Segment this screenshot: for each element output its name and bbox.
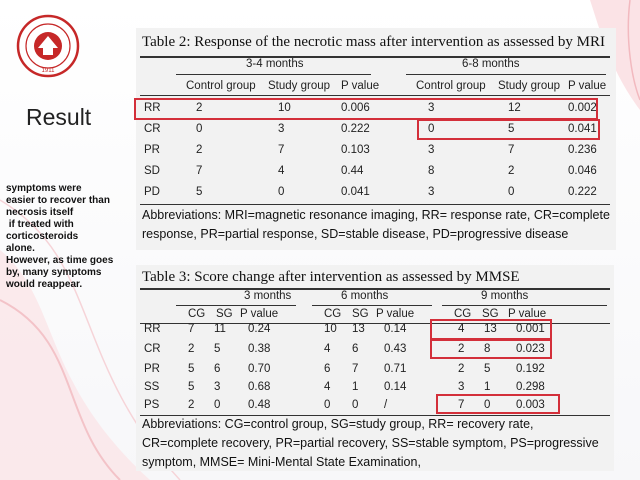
table3-cell: 0.003 xyxy=(516,399,545,411)
table2-cell: 4 xyxy=(278,165,285,177)
table2-cell: 0.103 xyxy=(341,144,370,156)
table2-cell: 3 xyxy=(278,123,285,135)
table3-cell: 0.70 xyxy=(248,363,271,375)
table2-row-label: PR xyxy=(144,144,160,156)
table3-cell: 7 xyxy=(188,323,195,335)
table2-group-3-4-months: 3-4 months xyxy=(246,58,304,70)
university-seal-logo xyxy=(16,14,80,78)
table3-cell: 7 xyxy=(458,399,465,411)
note-line: corticosteroids xyxy=(6,231,79,242)
table3-cell: 4 xyxy=(324,381,331,393)
table3-group-6-months: 6 months xyxy=(341,290,389,302)
highlight-box-cr-9m xyxy=(430,339,552,359)
table3-col-header: SG xyxy=(352,308,369,320)
table2-cell: 0.041 xyxy=(568,123,597,135)
table3-cell: 5 xyxy=(214,343,221,355)
table2-col-header: Study group xyxy=(498,80,561,92)
table3-cell: 1 xyxy=(352,381,359,393)
table2-col-header: Control group xyxy=(186,80,256,92)
table3-cell: 5 xyxy=(188,363,195,375)
table3-row-label: PR xyxy=(144,363,160,375)
table3-group-3-months: 3 months xyxy=(244,290,292,302)
note-line: necrosis itself xyxy=(6,207,74,218)
slide-title: Result xyxy=(26,104,92,130)
table3-col-header: CG xyxy=(454,308,472,320)
note-line: However, as time goes xyxy=(6,255,114,266)
table3-cell: 0 xyxy=(324,399,331,411)
note-line: easier to recover than xyxy=(6,195,110,206)
table2-top-rule xyxy=(140,56,610,58)
table3-cell: / xyxy=(384,399,388,411)
table3-row-label: PS xyxy=(144,399,160,411)
table3-cell: 0 xyxy=(352,399,359,411)
table3-cell: 0.14 xyxy=(384,381,407,393)
table3-cell: 4 xyxy=(458,323,465,335)
table3-col-header: P value xyxy=(240,308,279,320)
table3-cell: 3 xyxy=(458,381,465,393)
table2-cell: 5 xyxy=(196,186,203,198)
table3-cell: 0.001 xyxy=(516,323,545,335)
table3-cell: 0.023 xyxy=(516,343,545,355)
table3-col-header: SG xyxy=(216,308,233,320)
table2-row-label: PD xyxy=(144,186,160,198)
table3-panel xyxy=(136,265,614,471)
table2-cell: 0.222 xyxy=(341,123,370,135)
table2-group-rule xyxy=(176,74,371,75)
speaker-notes xyxy=(6,183,136,291)
table3-cell: 3 xyxy=(214,381,221,393)
table3-group-9-months: 9 months xyxy=(481,290,529,302)
table2-cell: 10 xyxy=(278,102,291,114)
note-line: alone. xyxy=(6,243,35,254)
table3-cell: 5 xyxy=(188,381,195,393)
table2-col-header: P value xyxy=(341,80,380,92)
table2-cell: 12 xyxy=(508,102,521,114)
table3-cell: 2 xyxy=(188,343,195,355)
note-line: would reappear. xyxy=(6,279,83,290)
table3-cell: 6 xyxy=(352,343,359,355)
table2-abbreviations: Abbreviations: MRI=magnetic resonance imaging, RR= response rate, CR=complete response, PR=partial response, SD=stable disease, PD=progressive disease xyxy=(142,208,610,241)
table3-cell: 8 xyxy=(484,343,491,355)
table3-group-rule xyxy=(176,305,296,306)
table2-cell: 5 xyxy=(508,123,515,135)
table3-cell: 0.71 xyxy=(384,363,407,375)
table3-cell: 13 xyxy=(352,323,365,335)
table2-cell: 0.222 xyxy=(568,186,597,198)
table2-cell: 3 xyxy=(428,102,435,114)
table2-cell: 0 xyxy=(196,123,203,135)
table2-col-header: Control group xyxy=(416,80,486,92)
table2-row-label: CR xyxy=(144,123,161,135)
table3-cell: 13 xyxy=(484,323,497,335)
table3-cell: 2 xyxy=(458,343,465,355)
table3-cell: 0.43 xyxy=(384,343,407,355)
table2-cell: 7 xyxy=(278,144,285,156)
table3-cell: 0.48 xyxy=(248,399,271,411)
table3-row-label: CR xyxy=(144,343,161,355)
table3-cell: 6 xyxy=(324,363,331,375)
table2-col-header: Study group xyxy=(268,80,331,92)
table2-row-label: RR xyxy=(144,102,161,114)
table2-cell: 7 xyxy=(196,165,203,177)
table3-caption: Table 3: Score change after intervention as assessed by MMSE xyxy=(142,269,520,285)
table3-cell: 5 xyxy=(484,363,491,375)
table2-col-header: P value xyxy=(568,80,607,92)
table3-cell: 0.38 xyxy=(248,343,271,355)
table3-row-label: SS xyxy=(144,381,160,393)
table2-cell: 2 xyxy=(508,165,515,177)
table2-cell: 0.002 xyxy=(568,102,597,114)
table3-abbreviations: Abbreviations: CG=control group, SG=study group, RR= recovery rate, CR=complete recovery, PR=partial recovery, SS=stable symptom, PS=progressive symptom, MMSE= Mini-Mental State Examination, xyxy=(142,417,599,469)
highlight-box-cr xyxy=(417,119,600,140)
table3-group-rule xyxy=(442,305,607,306)
table3-cell: 0.298 xyxy=(516,381,545,393)
table3-cell: 7 xyxy=(352,363,359,375)
table2-cell: 0 xyxy=(278,186,285,198)
table2-group-6-8-months: 6-8 months xyxy=(462,58,520,70)
table2-cell: 0 xyxy=(508,186,515,198)
table2-header-rule xyxy=(140,95,610,96)
table2-cell: 7 xyxy=(508,144,515,156)
table3-cell: 2 xyxy=(458,363,465,375)
table3-cell: 0 xyxy=(214,399,221,411)
table2-cell: 0.006 xyxy=(341,102,370,114)
table3-cell: 0 xyxy=(484,399,491,411)
table2-cell: 0.041 xyxy=(341,186,370,198)
note-line: symptoms were xyxy=(6,183,82,194)
note-line: if treated with xyxy=(6,219,74,230)
table2-cell: 0.44 xyxy=(341,165,364,177)
table3-cell: 0.68 xyxy=(248,381,271,393)
table3-cell: 1 xyxy=(484,381,491,393)
table2-cell: 2 xyxy=(196,144,203,156)
table3-cell: 10 xyxy=(324,323,337,335)
table2-row-label: SD xyxy=(144,165,160,177)
table3-cell: 6 xyxy=(214,363,221,375)
table2-bottom-rule xyxy=(140,204,610,205)
table3-row-label: RR xyxy=(144,323,161,335)
table2-group-rule xyxy=(406,74,606,75)
table3-cell: 4 xyxy=(324,343,331,355)
table2-cell: 0 xyxy=(428,123,435,135)
table3-cell: 0.14 xyxy=(384,323,407,335)
table3-col-header: SG xyxy=(482,308,499,320)
table3-col-header: CG xyxy=(188,308,206,320)
table2-caption: Table 2: Response of the necrotic mass after intervention as assessed by MRI xyxy=(142,34,605,50)
table3-cell: 2 xyxy=(188,399,195,411)
table2-cell: 0.046 xyxy=(568,165,597,177)
note-line: by, many symptoms xyxy=(6,267,102,278)
highlight-box-ps-9m xyxy=(436,394,560,414)
table3-group-rule xyxy=(312,305,432,306)
highlight-box-rr-9m xyxy=(430,319,552,340)
table3-cell: 0.24 xyxy=(248,323,271,335)
table3-cell: 11 xyxy=(214,323,226,335)
table2-cell: 8 xyxy=(428,165,435,177)
table2-cell: 3 xyxy=(428,186,435,198)
table3-col-header: P value xyxy=(376,308,415,320)
highlight-box-rr xyxy=(134,98,598,120)
table2-cell: 3 xyxy=(428,144,435,156)
table3-cell: 0.192 xyxy=(516,363,545,375)
seal-year: 1911 xyxy=(41,68,55,74)
table2-cell: 2 xyxy=(196,102,203,114)
table3-col-header: P value xyxy=(508,308,547,320)
table2-cell: 0.236 xyxy=(568,144,597,156)
table3-col-header: CG xyxy=(324,308,342,320)
